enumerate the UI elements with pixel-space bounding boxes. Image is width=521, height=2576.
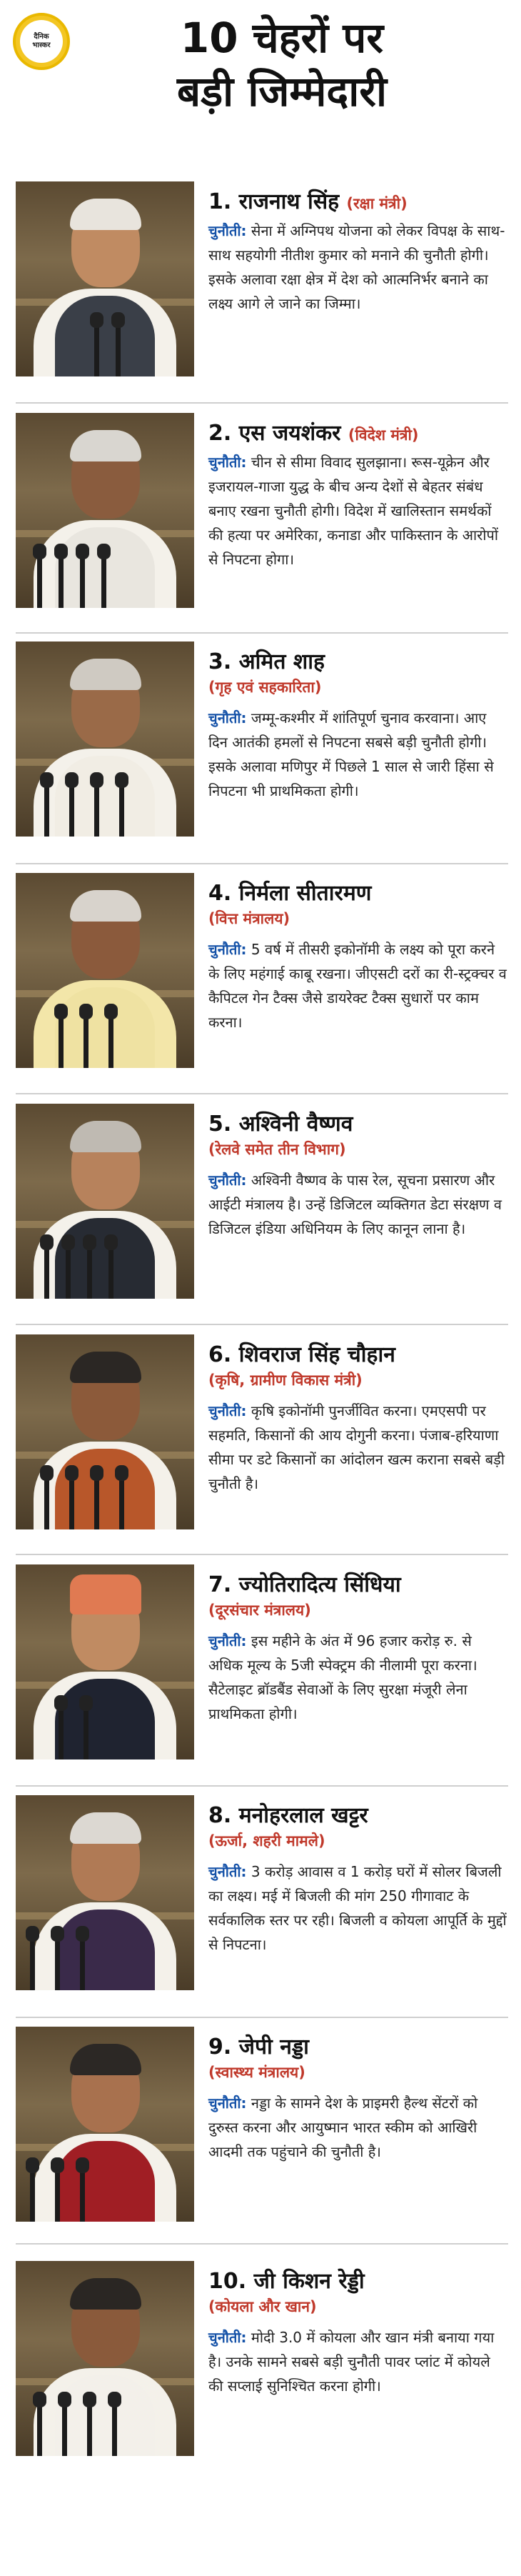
minister-dept: (रक्षा मंत्री) (346, 195, 408, 212)
logo-text-line2: भास्कर (32, 41, 51, 49)
title-line1: 10 चेहरों पर (180, 14, 384, 62)
minister-photo (16, 1564, 194, 1759)
minister-dept: (वित्त मंत्रालय) (208, 910, 290, 927)
header (0, 0, 521, 170)
minister-challenge: चुनौती: कृषि इकोनॉमी पुनर्जीवित करना। एमएसपी पर सहमति, किसानों की आय दोगुनी करना। पंजाब-हरियाणा सीमा पर डटे किसानों का आंदोलन खत्म कराना सबसे बड़ी चुनौती है। (208, 1402, 505, 1492)
page-title (86, 11, 478, 119)
minister-name: 5. अश्विनी वैष्णव (208, 1112, 353, 1137)
divider (16, 863, 508, 864)
minister-dept: (कृषि, ग्रामीण विकास मंत्री) (208, 1372, 363, 1389)
challenge-label: चुनौती: (208, 2095, 247, 2112)
minister-dept: (ऊर्जा, शहरी मामले) (208, 1832, 325, 1849)
challenge-label: चुनौती: (208, 941, 247, 958)
challenge-label: चुनौती: (208, 1632, 247, 1649)
minister-challenge: चुनौती: नड्डा के सामने देश के प्राइमरी हैल्थ सेंटरों को दुरुस्त करना और आयुष्मान भारत स्कीम को आखिरी आदमी तक पहुंचाने की चुनौती है। (208, 2095, 478, 2160)
challenge-label: चुनौती: (208, 2329, 247, 2346)
divider (16, 2017, 508, 2018)
minister-name: 4. निर्मला सीतारमण (208, 881, 372, 906)
minister-photo (16, 1795, 194, 1990)
minister-dept: (कोयला और खान) (208, 2298, 317, 2315)
minister-name: 2. एस जयशंकर (विदेश मंत्री) (208, 421, 419, 446)
minister-challenge: चुनौती: अश्विनी वैष्णव के पास रेल, सूचना प्रसारण और आईटी मंत्रालय है। उन्हें डिजिटल व्यक्तिगत डेटा संरक्षण व डिजिटल इंडिया अधिनियम के लिए कानून लाना है। (208, 1172, 502, 1237)
divider (16, 402, 508, 404)
challenge-label: चुनौती: (208, 1402, 247, 1419)
minister-name: 7. ज्योतिरादित्य सिंधिया (208, 1572, 401, 1597)
challenge-label: चुनौती: (208, 1863, 247, 1880)
title-line2: बड़ी जिम्मेदारी (176, 67, 387, 116)
minister-name: 8. मनोहरलाल खट्टर (208, 1803, 368, 1828)
minister-dept: (दूरसंचार मंत्रालय) (208, 1602, 311, 1619)
minister-challenge: चुनौती: इस महीने के अंत में 96 हजार करोड़ रु. से अधिक मूल्य के 5जी स्पेक्ट्रम की नीलामी पूरा करना। सैटेलाइट ब्रॉडबैंड सेवाओं के लिए सुरक्षा मंजूरी लेना प्राथमिकता होगी। (208, 1632, 477, 1722)
minister-challenge: चुनौती: चीन से सीमा विवाद सुलझाना। रूस-यूक्रेन और इजरायल-गाजा युद्ध के बीच अन्य देशों से बेहतर संबंध बनाए रखना चुनौती होगी। विदेश में खालिस्तान समर्थकों की हत्या पर अमेरिका, कनाडा और पाकिस्तान के आरोपों से निपटना होगा। (208, 454, 499, 568)
minister-photo (16, 1104, 194, 1299)
minister-dept: (गृह एवं सहकारिता) (208, 679, 322, 696)
minister-challenge: चुनौती: मोदी 3.0 में कोयला और खान मंत्री बनाया गया है। उनके सामने सबसे बड़ी चुनौती पावर प्लांट में कोयले की सप्लाई सुनिश्चित करना होगी। (208, 2329, 495, 2395)
challenge-label: चुनौती: (208, 222, 247, 239)
minister-photo (16, 1334, 194, 1529)
minister-name: 6. शिवराज सिंह चौहान (208, 1342, 395, 1367)
challenge-label: चुनौती: (208, 1172, 247, 1189)
minister-photo (16, 2261, 194, 2456)
minister-name: 10. जी किशन रेड्डी (208, 2269, 365, 2294)
minister-photo (16, 413, 194, 608)
minister-name: 1. राजनाथ सिंह (रक्षा मंत्री) (208, 189, 408, 214)
minister-photo (16, 641, 194, 837)
minister-challenge: चुनौती: सेना में अग्निपथ योजना को लेकर विपक्ष के साथ-साथ सहयोगी नीतीश कुमार को मनाने की चुनौती होगी। इसके अलावा रक्षा क्षेत्र में देश को आत्मनिर्भर बनाने का लक्ष्य आगे ले जाने का जिम्मा। (208, 222, 505, 312)
challenge-label: चुनौती: (208, 709, 247, 727)
minister-name: 3. अमित शाह (208, 649, 325, 674)
minister-challenge: चुनौती: 5 वर्ष में तीसरी इकोनॉमी के लक्ष्य को पूरा करने के लिए महंगाई काबू रखना। जीएसटी दरों का री-स्ट्रक्चर व कैपिटल गेन टैक्स जैसे डायरेक्ट टैक्स सुधारों पर काम करना। (208, 941, 507, 1031)
minister-dept: (रेलवे समेत तीन विभाग) (208, 1141, 346, 1158)
minister-name: 9. जेपी नड्डा (208, 2035, 309, 2060)
challenge-label: चुनौती: (208, 454, 247, 471)
divider (16, 632, 508, 634)
divider (16, 1554, 508, 1555)
divider (16, 1093, 508, 1094)
divider (16, 1324, 508, 1325)
minister-challenge: चुनौती: जम्मू-कश्मीर में शांतिपूर्ण चुनाव करवाना। आए दिन आतंकी हमलों से निपटना सबसे बड़ी चुनौती होगी। इसके अलावा मणिपुर में पिछले 1 साल से जारी हिंसा से निपटना भी प्राथमिकता होगी। (208, 709, 494, 799)
minister-dept: (स्वास्थ्य मंत्रालय) (208, 2064, 305, 2081)
minister-photo (16, 2027, 194, 2222)
minister-dept: (विदेश मंत्री) (348, 426, 419, 444)
divider (16, 2243, 508, 2245)
divider (16, 1785, 508, 1787)
minister-photo (16, 181, 194, 376)
brand-logo (13, 13, 70, 70)
minister-challenge: चुनौती: 3 करोड़ आवास व 1 करोड़ घरों में सोलर बिजली का लक्ष्य। मई में बिजली की मांग 250 गीगावाट के सर्वकालिक स्तर पर रही। बिजली व कोयला आपूर्ति के मुद्दों से निपटना। (208, 1863, 507, 1953)
minister-photo (16, 873, 194, 1068)
logo-text-line1: दैनिक (34, 33, 49, 41)
